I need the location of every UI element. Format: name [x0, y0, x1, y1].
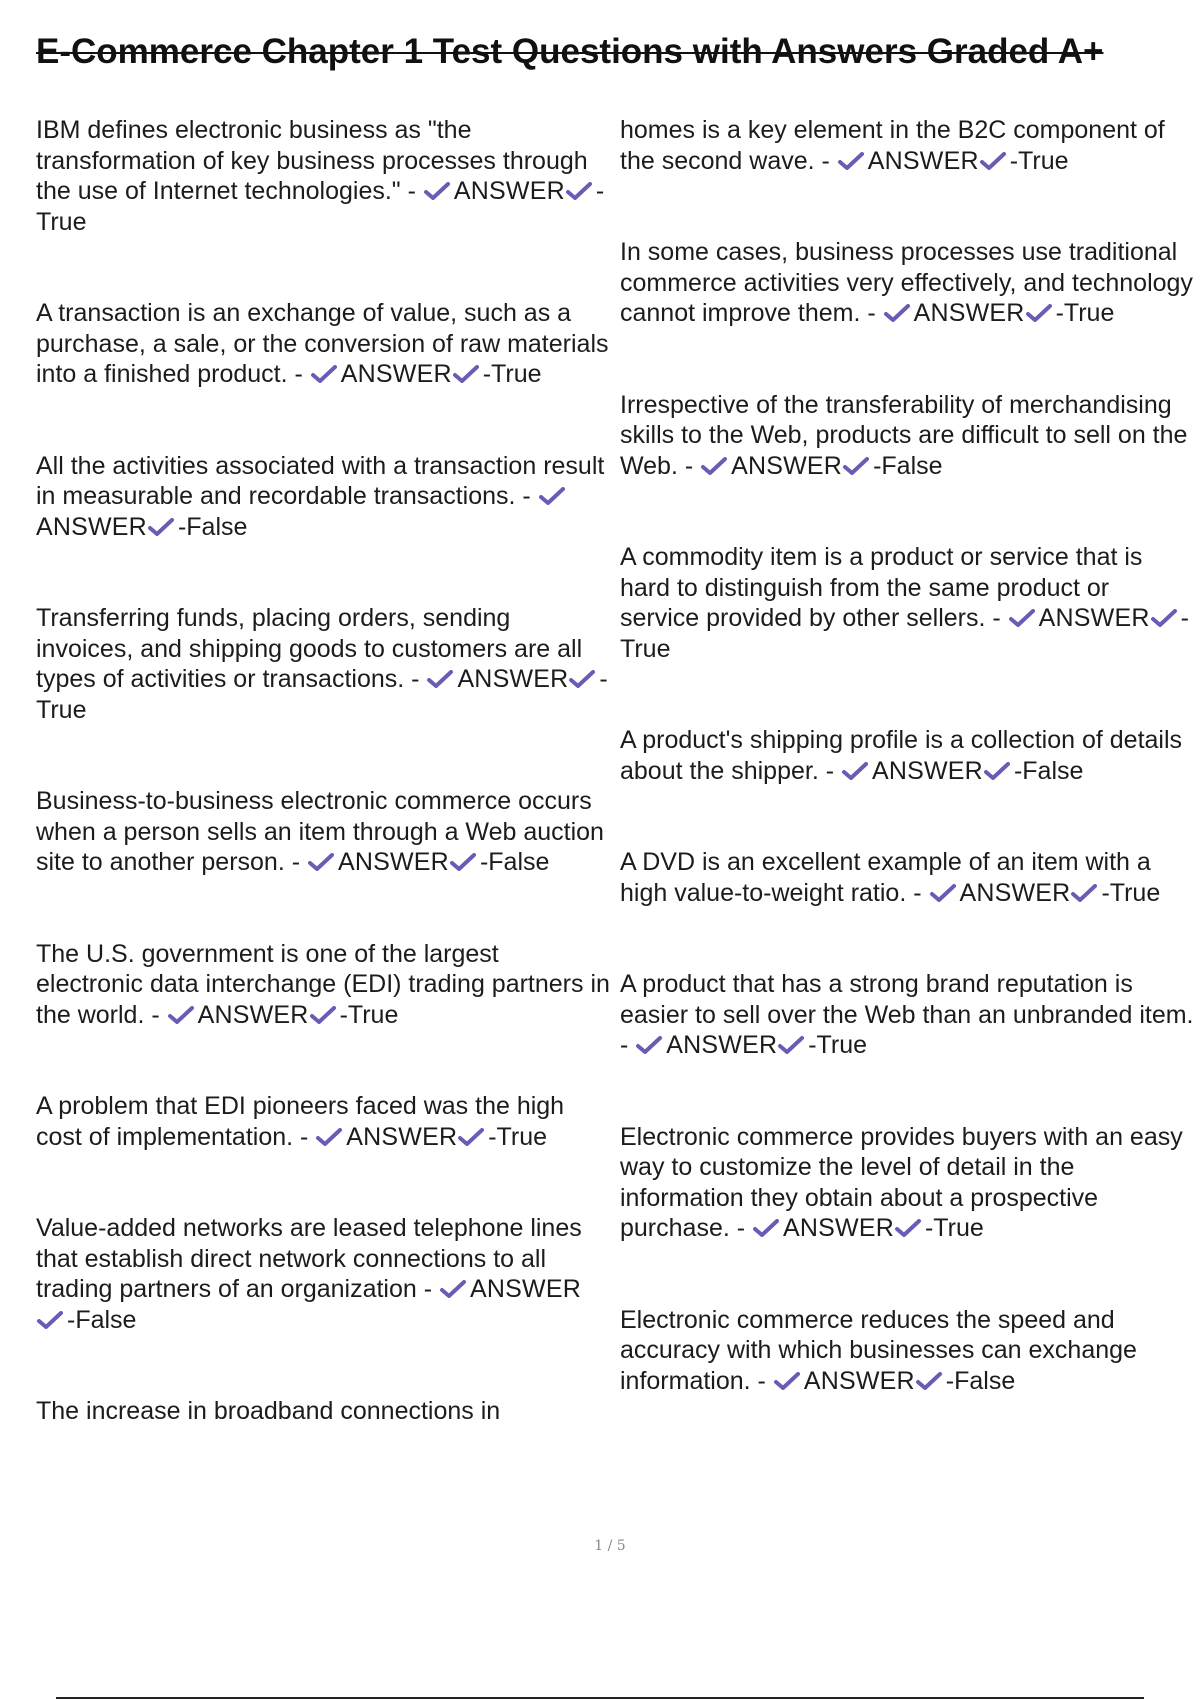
qa-item [620, 725, 1195, 786]
answer-value: -False [1013, 756, 1084, 785]
check-icon [167, 1006, 194, 1024]
answer-label: ANSWER [197, 1000, 309, 1029]
check-icon [452, 365, 479, 383]
qa-item [620, 237, 1195, 329]
check-icon [700, 457, 727, 475]
answer-value: -False [177, 512, 248, 541]
check-icon [423, 182, 450, 200]
question-text: All the activities associated with a transaction result in measurable and recordable transactions. - [36, 451, 605, 510]
answer-value: -True [924, 1214, 984, 1242]
check-icon [1008, 609, 1035, 627]
qa-item [36, 1213, 611, 1335]
answer-label: ANSWER [872, 756, 983, 785]
check-icon [929, 884, 956, 902]
answer-label: ANSWER [731, 451, 843, 480]
answer-value: -False [873, 451, 943, 480]
check-icon [426, 670, 453, 688]
check-icon [983, 762, 1010, 780]
answer-value: -True [36, 177, 605, 236]
qa-item [620, 542, 1195, 664]
check-icon [979, 152, 1006, 170]
question-text: A commodity item is a product or service that is hard to distinguish from the same product or service provided by other sellers. - [620, 543, 1143, 632]
check-icon [439, 1280, 466, 1298]
qa-item [36, 786, 611, 878]
check-icon [915, 1372, 942, 1390]
question-text: IBM defines electronic business as "the transformation of key business processes through the use of Internet technologies." - [36, 116, 588, 205]
question-text: The U.S. government is one of the largest electronic data interchange (EDI) trading partners in the world. - [36, 939, 610, 1029]
qa-item [620, 115, 1195, 176]
check-icon [883, 304, 910, 322]
answer-value: -True [620, 604, 1189, 663]
check-icon [315, 1128, 342, 1146]
answer-value: -True [1101, 878, 1161, 907]
question-text: A product that has a strong brand reputation is easier to sell over the Web than an unbranded item. - [620, 970, 1194, 1059]
check-icon [36, 1311, 63, 1329]
qa-item [36, 939, 611, 1031]
answer-label: ANSWER [338, 848, 449, 876]
qa-item [620, 390, 1195, 482]
answer-label: ANSWER [783, 1214, 894, 1242]
qa-item [620, 969, 1195, 1061]
check-icon [309, 1006, 336, 1024]
check-icon [538, 487, 565, 505]
qa-item [36, 1396, 611, 1427]
qa-item [36, 115, 611, 237]
footer-divider [56, 1697, 1144, 1699]
answer-label: ANSWER [470, 1275, 581, 1303]
question-text: A problem that EDI pioneers faced was the high cost of implementation. - [36, 1092, 565, 1151]
answer-value: -False [945, 1366, 1016, 1395]
check-icon [565, 182, 592, 200]
check-icon [1025, 304, 1052, 322]
qa-item [620, 1122, 1195, 1244]
check-icon [1070, 884, 1097, 902]
answer-value: -True [339, 1000, 399, 1029]
check-icon [449, 853, 476, 871]
answer-value: -True [808, 1031, 868, 1059]
answer-label: ANSWER [346, 1122, 458, 1151]
answer-value: -False [67, 1305, 137, 1334]
answer-label: ANSWER [457, 665, 569, 693]
question-text: A DVD is an excellent example of an item with a high value-to-weight ratio. - [620, 848, 1151, 907]
answer-label: ANSWER [803, 1366, 915, 1395]
check-icon [773, 1372, 800, 1390]
answer-value: -False [479, 848, 550, 876]
question-text: Electronic commerce provides buyers with an easy way to customize the level of detail in the information they obtain about a prospective purchase. - [620, 1122, 1183, 1242]
check-icon [842, 457, 869, 475]
question-text: Value-added networks are leased telephone lines that establish direct network connections to all trading partners of an organization - [36, 1214, 582, 1303]
answer-label: ANSWER [867, 146, 979, 175]
qa-item [36, 451, 611, 543]
question-text: homes is a key element in the B2C component of the second wave. - [620, 116, 1165, 175]
answer-value: -True [1055, 299, 1115, 327]
question-text: Irrespective of the transferability of merchandising skills to the Web, products are difficult to sell on the Web. - [620, 390, 1188, 480]
answer-label: ANSWER [666, 1031, 778, 1059]
question-text: A product's shipping profile is a collection of details about the shipper. - [620, 726, 1183, 785]
check-icon [752, 1219, 779, 1237]
check-icon [837, 152, 864, 170]
qa-item [36, 1091, 611, 1152]
question-text: Business-to-business electronic commerce occurs when a person sells an item through a Web auction site to another person. - [36, 787, 604, 876]
answer-value: -True [36, 665, 608, 724]
question-text: In some cases, business processes use traditional commerce activities very effectively, and technology cannot improve them. - [620, 238, 1193, 327]
check-icon [777, 1036, 804, 1054]
page-number: 1 / 5 [594, 1538, 626, 1554]
qa-item [620, 847, 1195, 908]
question-text: Electronic commerce reduces the speed and accuracy with which businesses can exchange information. - [620, 1305, 1137, 1395]
question-text: A transaction is an exchange of value, such as a purchase, a sale, or the conversion of raw materials into a finished product. - [36, 299, 609, 388]
document-title: E-Commerce Chapter 1 Test Questions with Answers Graded A+ [36, 32, 1104, 71]
answer-value: -True [1009, 146, 1069, 175]
check-icon [894, 1219, 921, 1237]
check-icon [457, 1128, 484, 1146]
check-icon [1150, 609, 1177, 627]
qa-item [36, 298, 611, 390]
answer-label: ANSWER [913, 299, 1025, 327]
check-icon [635, 1036, 662, 1054]
check-icon [147, 518, 174, 536]
check-icon [568, 670, 595, 688]
left-column [36, 115, 611, 1427]
check-icon [841, 762, 868, 780]
qa-item [36, 603, 611, 725]
right-column [620, 115, 1195, 1396]
answer-value: -True [488, 1122, 548, 1151]
answer-label: ANSWER [453, 177, 565, 205]
check-icon [307, 853, 334, 871]
qa-item [620, 1305, 1195, 1397]
check-icon [310, 365, 337, 383]
answer-label: ANSWER [36, 512, 147, 541]
answer-value: -True [482, 360, 542, 388]
answer-label: ANSWER [340, 360, 452, 388]
question-text: Transferring funds, placing orders, sending invoices, and shipping goods to customers are all types of activities or transactions. - [36, 604, 583, 693]
question-text: The increase in broadband connections in [36, 1397, 501, 1425]
answer-label: ANSWER [1038, 604, 1150, 632]
answer-label: ANSWER [959, 878, 1071, 907]
